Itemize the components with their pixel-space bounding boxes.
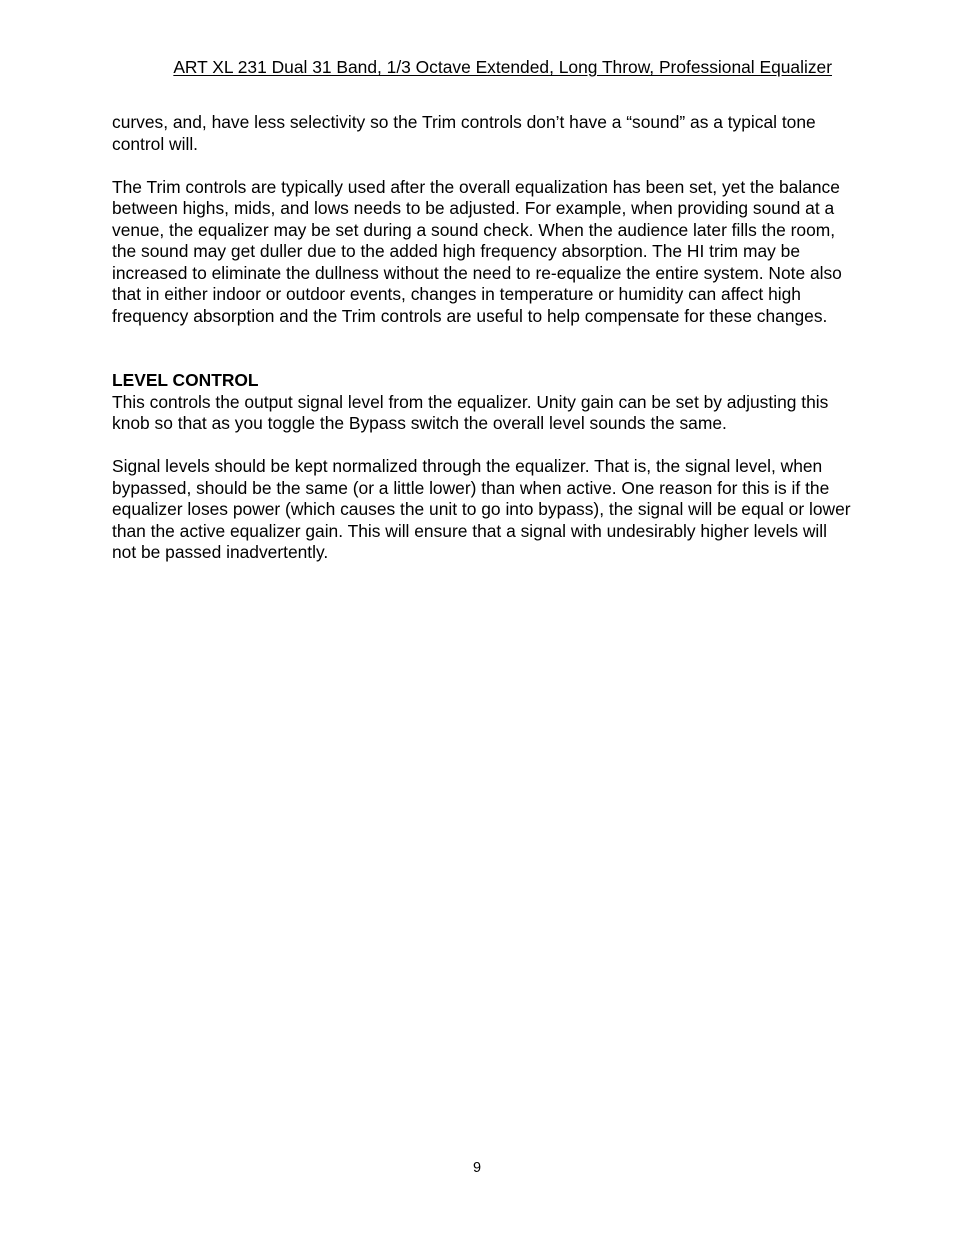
body-paragraph: The Trim controls are typically used after the overall equalization has been set, yet the balance between highs, mids, and lows needs to be adjusted. For example, when providing sound at a venue, the equalizer may be set during a sound check. When the audience later fills the room, the sound may get duller due to the added high frequency absorption. The HI trim may be increased to eliminate the dullness without the need to re-equalize the entire system. Note also that in either indoor or outdoor events, changes in temperature or humidity can affect high frequency absorption and the Trim controls are useful to help compensate for these changes. — [112, 176, 842, 326]
body-paragraph: curves, and, have less selectivity so the Trim controls don’t have a “sound” as a typical tone control will. — [112, 112, 816, 154]
page-number: 9 — [472, 1160, 482, 1176]
section-spacer — [112, 327, 852, 370]
paragraph-spacer — [112, 155, 852, 177]
body-paragraph: This controls the output signal level from the equalizer. Unity gain can be set by adjusting this knob so that as you toggle the Bypass switch the overall level sounds the same. — [112, 391, 829, 433]
page-header-title: ART XL 231 Dual 31 Band, 1/3 Octave Extended, Long Throw, Professional Equalizer — [173, 57, 832, 77]
body-paragraph: Signal levels should be kept normalized through the equalizer. That is, the signal level, when bypassed, should be the same (or a little lower) than when active. One reason for this is if the equalizer loses power (which causes the unit to go into bypass), the signal will be equal or lower than the active equalizer gain. This will ensure that a signal with undesirably higher levels will not be passed inadvertently. — [112, 456, 851, 562]
paragraph-spacer — [112, 435, 852, 457]
section-heading-level-control: LEVEL CONTROL — [112, 370, 259, 390]
page-content — [112, 112, 852, 564]
